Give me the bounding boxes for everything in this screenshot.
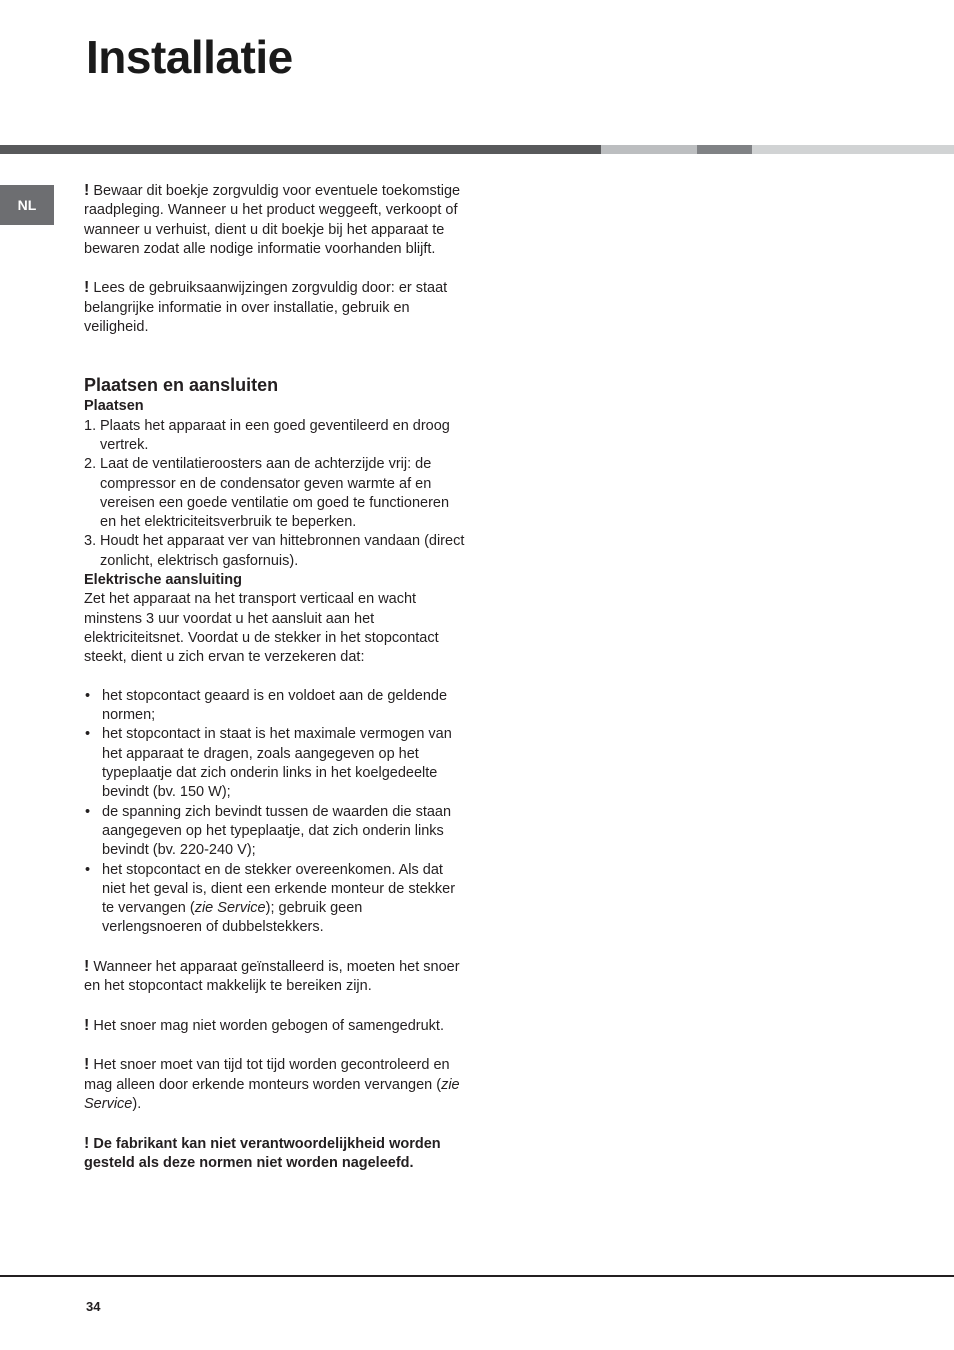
intro-note-2 (84, 278, 466, 337)
note-cord-check (84, 1055, 466, 1114)
language-tab: NL (0, 185, 54, 225)
list-item (84, 725, 466, 802)
intro-note-2-text: Lees de gebruiksaanwijzingen zorgvuldig door: er staat belangrijke informatie in over installatie, gebruik en veiligheid. (84, 280, 448, 336)
note-text: Wanneer het apparaat geïnstalleerd is, moeten het snoer en het stopcontact makkelijk te bereiken zijn. (84, 958, 460, 995)
header-rule-dark (0, 145, 601, 154)
note-cord-bend (84, 1016, 466, 1036)
list-item (84, 532, 466, 571)
warning-mark-icon: ! (84, 957, 90, 975)
list-item (84, 687, 466, 726)
electrical-intro: Zet het apparaat na het transport verticaal en wacht minstens 3 uur voordat u het aansluit aan het elektriciteitsnet. Voordat u de stekker in het stopcontact steekt, dient u zich ervan te verzekeren dat: (84, 591, 439, 666)
list-item-text: de spanning zich bevindt tussen de waarden die staan aangegeven op het typeplaatje, dat zich onderin links bevindt (bv. 220-240 V); (102, 803, 452, 859)
bullet-icon: • (85, 687, 91, 704)
list-item (84, 417, 466, 456)
note-cord-access (84, 957, 466, 997)
note-text: ). (132, 1096, 142, 1113)
header-rule-mid (697, 145, 752, 154)
intro-note-1 (84, 181, 466, 259)
list-item (84, 455, 466, 532)
bullet-icon: • (85, 803, 91, 820)
page-number: 34 (86, 1299, 101, 1314)
list-item-text: het stopcontact en de stekker overeenkomen. Als dat niet het geval is, dient een erkende monteur de stekker te vervangen ( (102, 861, 456, 917)
list-item-text: Plaats het apparaat in een goed geventileerd en droog vertrek. (100, 417, 450, 453)
service-reference: zie Service (194, 900, 266, 917)
note-text: De fabrikant kan niet verantwoordelijkheid worden gesteld als deze normen niet worden nageleefd. (84, 1135, 441, 1171)
placing-list (84, 417, 466, 571)
warning-mark-icon: ! (84, 1016, 90, 1034)
warning-mark-icon: ! (84, 279, 90, 297)
list-item-text: het stopcontact geaard is en voldoet aan de geldende normen; (102, 687, 448, 724)
electrical-heading: Elektrische aansluiting (84, 572, 242, 589)
main-column (84, 181, 466, 1173)
warning-mark-icon: ! (84, 1134, 90, 1152)
warning-mark-icon: ! (84, 182, 90, 199)
page-title: Installatie (86, 31, 293, 83)
bullet-icon: • (85, 726, 91, 743)
section-heading: Plaatsen en aansluiten (84, 375, 279, 396)
note-text: Het snoer moet van tijd tot tijd worden gecontroleerd en mag alleen door erkende monteurs worden vervangen ( (84, 1057, 450, 1093)
electrical-checklist (84, 687, 466, 938)
list-item-text: het stopcontact in staat is het maximale vermogen van het apparaat te dragen, zoals aangegeven op het typeplaatje dat zich onderin links in het koelgedeelte bevindt (bv. 150 W); (102, 726, 452, 801)
service-reference: zie Service (84, 1076, 460, 1113)
list-item-text: Laat de ventilatieroosters aan de achterzijde vrij: de compressor en de condensator geven warmte af en vereisen een goede ventilatie om goed te functioneren en het elektriciteitsverbruik te beperken. (100, 456, 450, 531)
intro-note-1-text: Bewaar dit boekje zorgvuldig voor eventuele toekomstige raadpleging. Wanneer u het product weggeeft, verkoopt of wanneer u verhuist, dient u dit boekje bij het apparaat te bewaren zodat alle nodige informatie voorhanden blijft. (84, 183, 461, 257)
list-number: 3. (84, 533, 97, 550)
list-item-text: ); gebruik geen verlengsnoeren of dubbelstekkers. (102, 900, 363, 936)
header-rule-pale (752, 145, 954, 154)
list-number: 2. (84, 456, 97, 473)
list-number: 1. (84, 417, 97, 434)
note-liability (84, 1134, 466, 1174)
list-item (84, 861, 466, 938)
warning-mark-icon: ! (84, 1056, 90, 1074)
list-item (84, 803, 466, 861)
list-item-text: Houdt het apparaat ver van hittebronnen vandaan (direct zonlicht, elektrisch gasfornuis). (100, 533, 465, 569)
placing-heading: Plaatsen (84, 398, 144, 415)
header-rule-light (601, 145, 697, 154)
bullet-icon: • (85, 861, 91, 878)
note-text: Het snoer mag niet worden gebogen of samengedrukt. (93, 1017, 444, 1034)
footer-rule (0, 1275, 954, 1277)
